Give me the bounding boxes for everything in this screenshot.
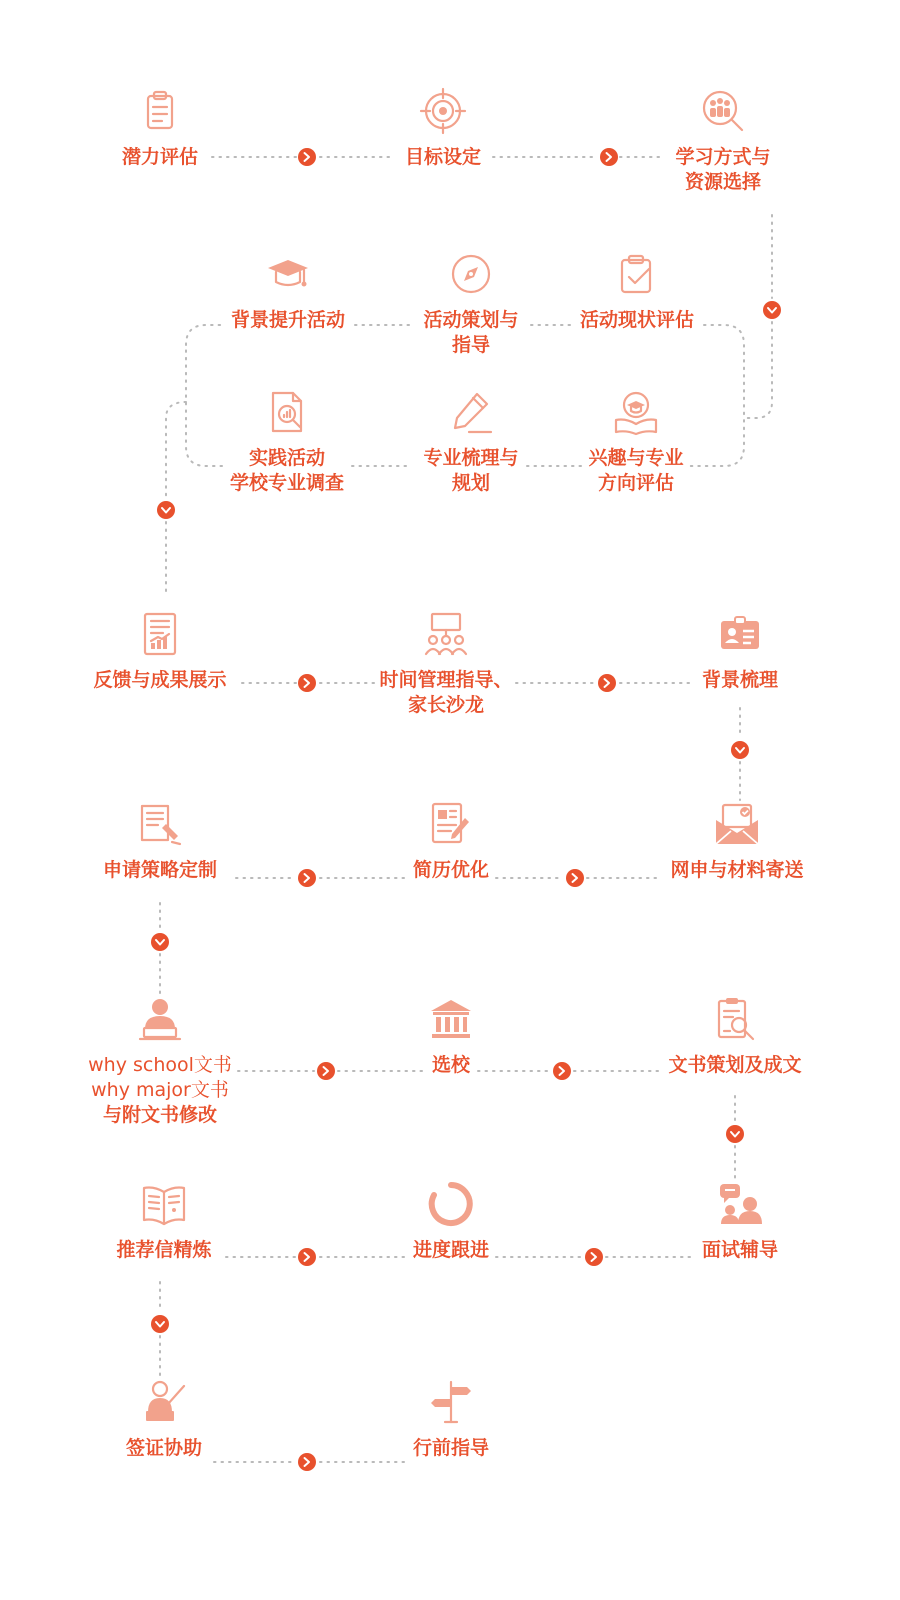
process-step [640, 610, 840, 693]
step-label [536, 446, 736, 496]
step-label-line: 文书策划及成文 [668, 1054, 802, 1076]
process-step [351, 1180, 551, 1263]
step-label-line: 指导 [451, 334, 490, 356]
arrow-down-icon [763, 301, 781, 319]
target-icon [419, 87, 467, 135]
step-label [351, 858, 551, 883]
step-label [635, 1053, 835, 1078]
process-step [60, 800, 260, 883]
step-label-line: 行前指导 [412, 1437, 489, 1459]
book-mortarboard-icon [612, 388, 660, 436]
step-label-line: why major文书 [91, 1079, 229, 1101]
step-label [637, 858, 837, 883]
paper-writing-icon [136, 800, 184, 848]
step-label [623, 145, 823, 195]
compass-icon [447, 250, 495, 298]
process-step [351, 1378, 551, 1461]
arrow-right-icon [298, 1453, 316, 1471]
step-label [351, 1436, 551, 1461]
process-step [60, 995, 260, 1128]
step-label-line: 网申与材料寄送 [670, 859, 804, 881]
arrow-down-icon [726, 1125, 744, 1143]
step-label [60, 668, 260, 693]
step-label-line: 简历优化 [412, 859, 489, 881]
teacher-pointer-icon [140, 1378, 188, 1426]
step-label [60, 858, 260, 883]
arrow-right-icon [566, 869, 584, 887]
step-label [346, 668, 546, 718]
arrow-down-icon [157, 501, 175, 519]
step-label-line: why school文书 [88, 1054, 232, 1076]
step-label-line: 反馈与成果展示 [93, 669, 227, 691]
arrow-right-icon [298, 148, 316, 166]
step-label-line: 规划 [451, 472, 490, 494]
arrow-right-icon [317, 1062, 335, 1080]
process-step [536, 388, 736, 496]
process-step [623, 87, 823, 195]
process-step [346, 610, 546, 718]
arrow-right-icon [553, 1062, 571, 1080]
process-step [537, 250, 737, 333]
process-step [60, 610, 260, 693]
arrow-down-icon [151, 1315, 169, 1333]
document-search-icon [263, 388, 311, 436]
arrow-down-icon [151, 933, 169, 951]
clipboard-icon [136, 87, 184, 135]
step-label [60, 1053, 260, 1128]
process-step [343, 87, 543, 170]
step-label-line: 背景提升活动 [230, 309, 345, 331]
meeting-board-icon [422, 610, 470, 658]
step-label-line: 目标设定 [404, 146, 481, 168]
institution-building-icon [427, 995, 475, 1043]
open-book-icon [140, 1180, 188, 1228]
pen-icon [447, 388, 495, 436]
id-card-icon [716, 610, 764, 658]
arrow-right-icon [600, 148, 618, 166]
arrow-right-icon [298, 1248, 316, 1266]
step-label-line: 与附文书修改 [102, 1104, 217, 1126]
process-step [351, 995, 551, 1078]
resume-edit-icon [427, 800, 475, 848]
arrow-right-icon [298, 869, 316, 887]
step-label [64, 1436, 264, 1461]
process-step [635, 995, 835, 1078]
person-laptop-icon [136, 995, 184, 1043]
step-label-line: 选校 [431, 1054, 470, 1076]
step-label-line: 学习方式与 [675, 146, 771, 168]
people-search-icon [699, 87, 747, 135]
process-step [640, 1180, 840, 1263]
step-label-line: 背景梳理 [701, 669, 778, 691]
step-label-line: 实践活动 [248, 447, 325, 469]
step-label-line: 活动策划与 [423, 309, 519, 331]
interview-chat-icon [716, 1180, 764, 1228]
step-label [351, 1238, 551, 1263]
step-label-line: 活动现状评估 [579, 309, 694, 331]
step-label-line: 家长沙龙 [407, 694, 484, 716]
step-label-line: 时间管理指导、 [379, 669, 513, 691]
process-step [64, 1378, 264, 1461]
step-label-line: 面试辅导 [701, 1239, 778, 1261]
step-label [537, 308, 737, 333]
report-chart-icon [136, 610, 184, 658]
progress-ring-icon [427, 1180, 475, 1228]
step-label-line: 签证协助 [125, 1437, 202, 1459]
step-label-line: 兴趣与专业 [588, 447, 684, 469]
signpost-icon [427, 1378, 475, 1426]
process-step [60, 87, 260, 170]
checklist-icon [613, 250, 661, 298]
step-label [343, 145, 543, 170]
step-label-line: 专业梳理与 [423, 447, 519, 469]
step-label [187, 446, 387, 496]
document-magnifier-icon [711, 995, 759, 1043]
step-label-line: 潜力评估 [121, 146, 198, 168]
process-step [188, 250, 388, 333]
step-label [64, 1238, 264, 1263]
step-label-line: 方向评估 [597, 472, 674, 494]
arrow-down-icon [731, 741, 749, 759]
arrow-right-icon [598, 674, 616, 692]
step-label-line: 学校专业调查 [229, 472, 344, 494]
process-step [637, 800, 837, 883]
step-label [640, 668, 840, 693]
step-label [640, 1238, 840, 1263]
mail-envelope-icon [713, 800, 761, 848]
process-step [187, 388, 387, 496]
process-step [351, 800, 551, 883]
arrow-right-icon [585, 1248, 603, 1266]
graduation-cap-icon [264, 250, 312, 298]
step-label-line: 申请策略定制 [102, 859, 217, 881]
arrow-right-icon [298, 674, 316, 692]
step-label-line: 进度跟进 [412, 1239, 489, 1261]
step-label [188, 308, 388, 333]
process-step [64, 1180, 264, 1263]
step-label [60, 145, 260, 170]
step-label [351, 1053, 551, 1078]
step-label-line: 资源选择 [684, 171, 761, 193]
step-label-line: 推荐信精炼 [116, 1239, 212, 1261]
